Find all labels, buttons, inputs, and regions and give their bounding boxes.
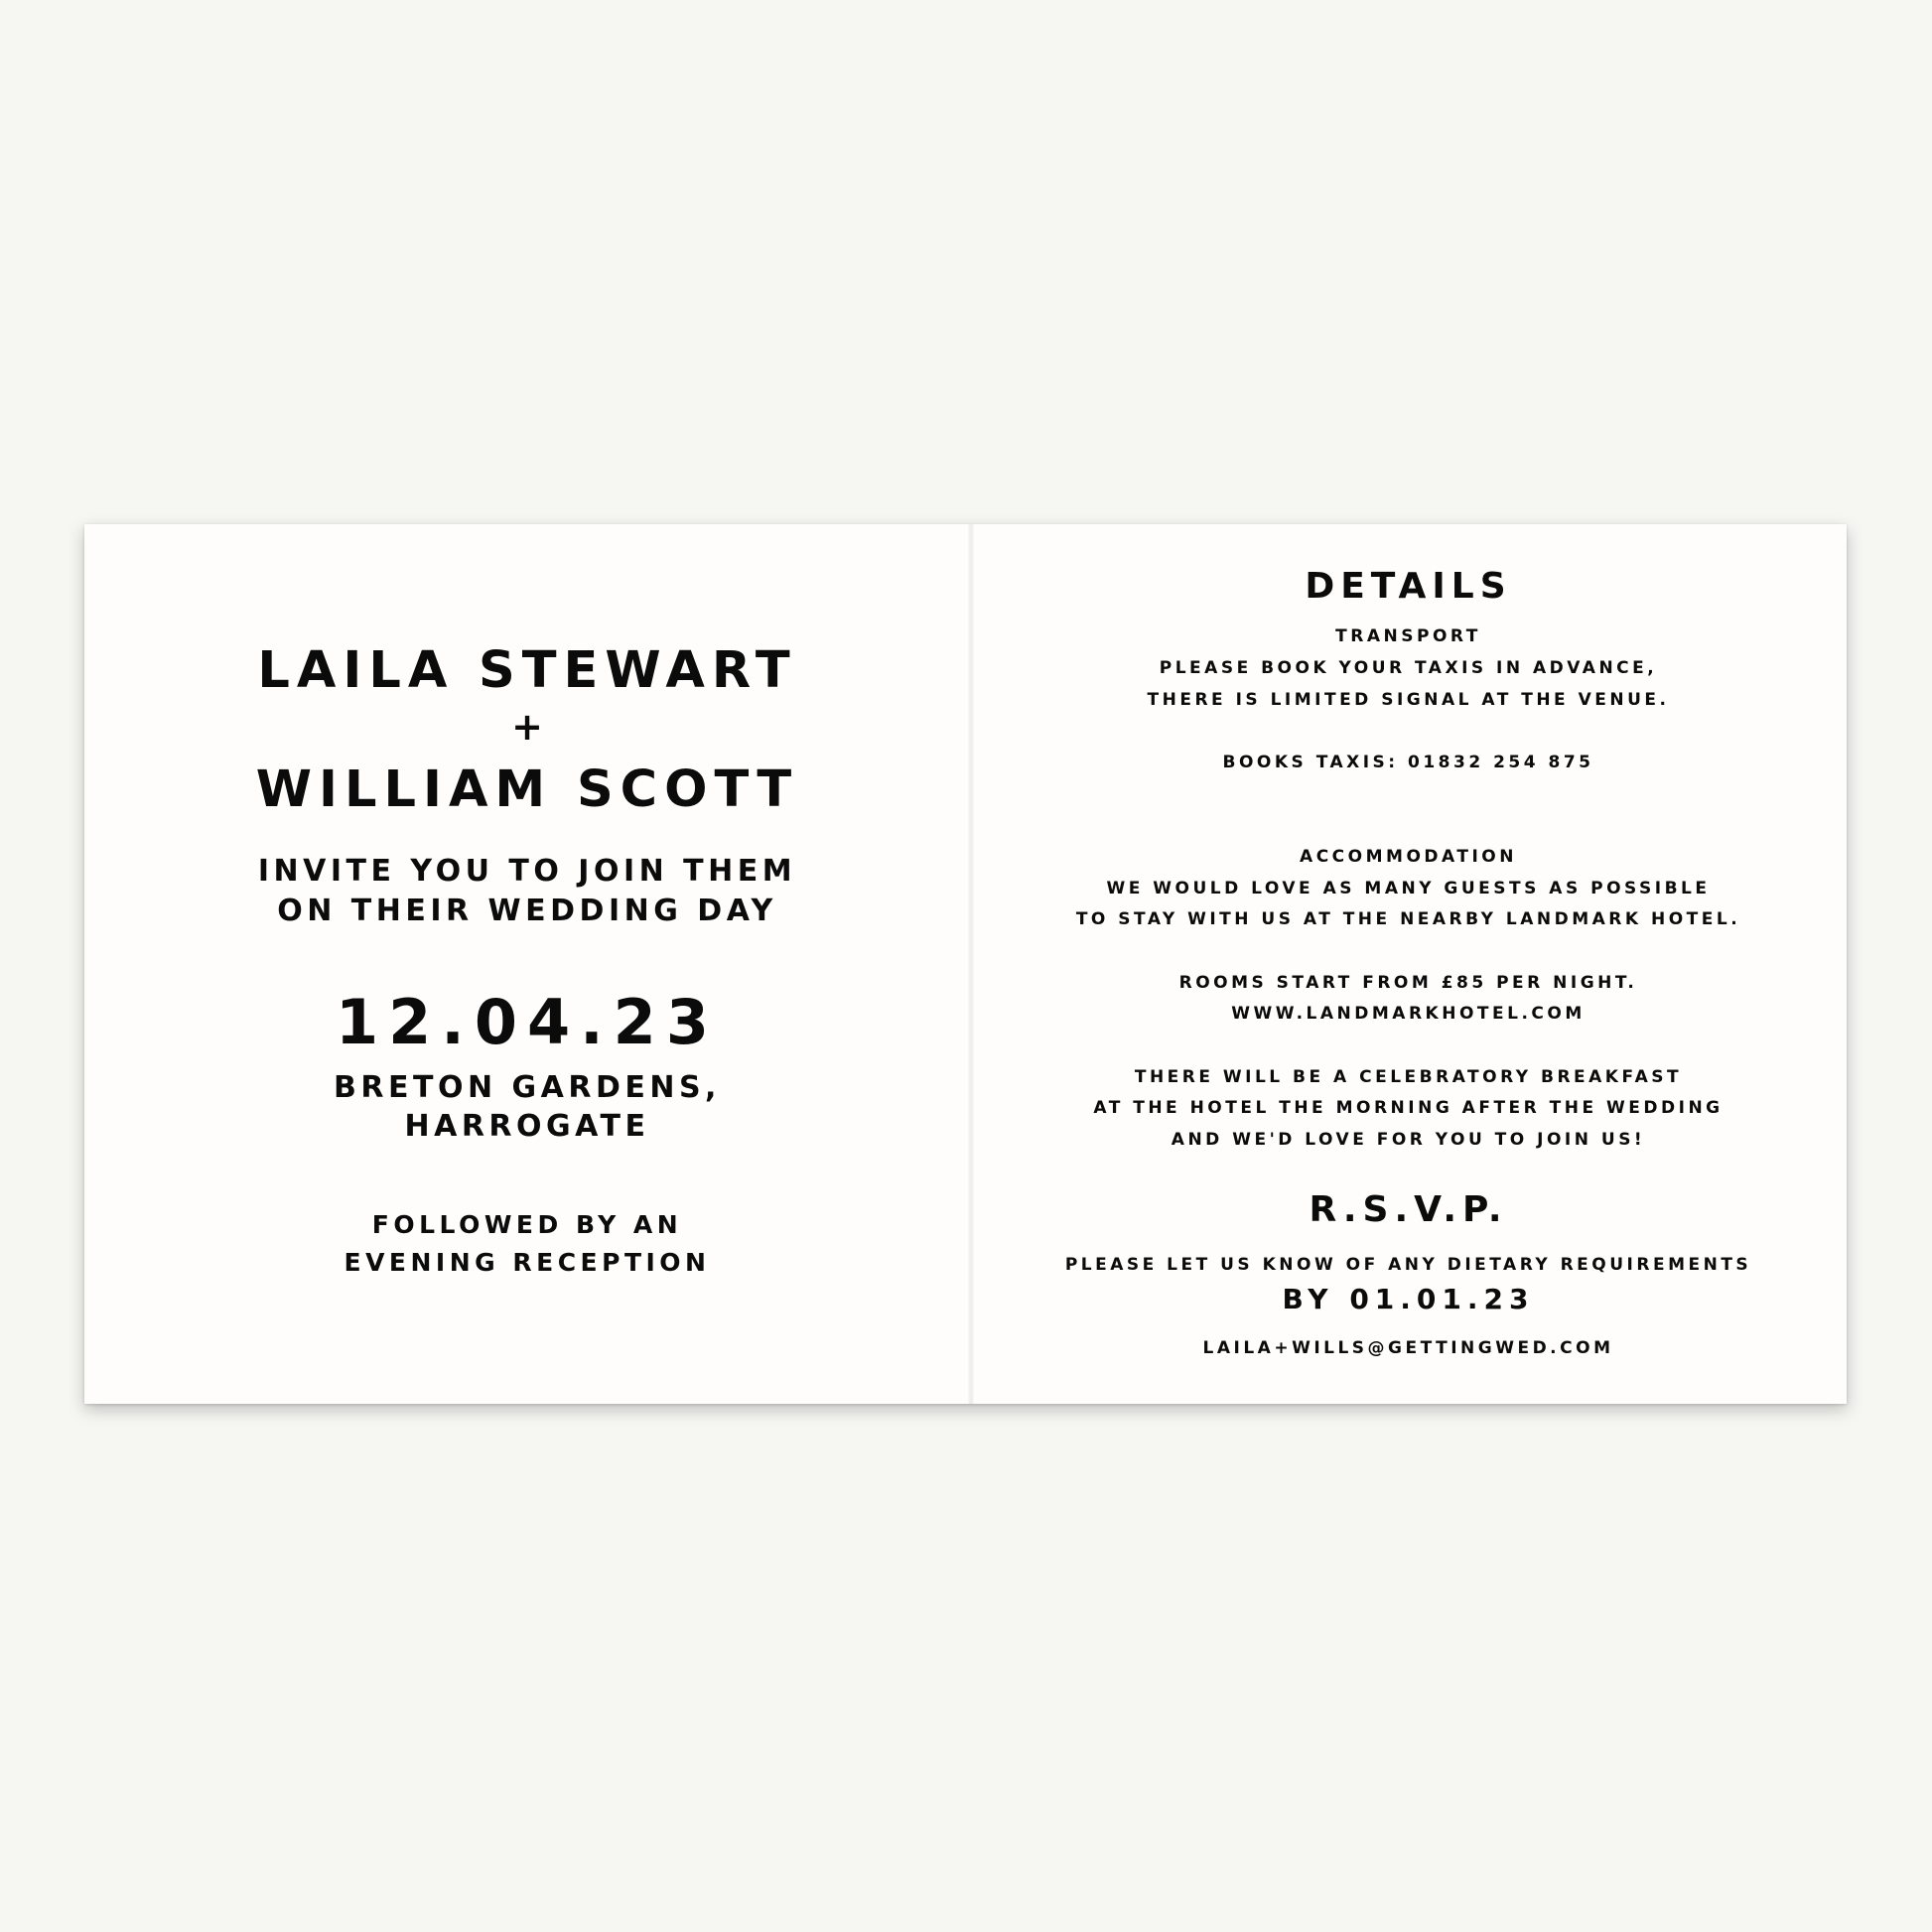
hotel-website: WWW.LANDMARKHOTEL.COM <box>1231 1004 1586 1024</box>
taxi-phone: BOOKS TAXIS: 01832 254 875 <box>1222 753 1594 772</box>
rsvp-email: LAILA+WILLS@GETTINGWED.COM <box>1202 1338 1614 1358</box>
invite-line-1: INVITE YOU TO JOIN THEM <box>257 854 797 889</box>
room-price: ROOMS START FROM £85 PER NIGHT. <box>1178 973 1638 993</box>
accommodation-line-2: TO STAY WITH US AT THE NEARBY LANDMARK HOTEL. <box>1075 909 1741 929</box>
breakfast-line-3: AND WE'D LOVE FOR YOU TO JOIN US! <box>1171 1130 1646 1150</box>
wedding-date: 12.04.23 <box>336 986 719 1058</box>
rsvp-note: PLEASE LET US KNOW OF ANY DIETARY REQUIREMENTS <box>1064 1255 1752 1275</box>
plus-sign: + <box>511 705 543 749</box>
transport-line-2: THERE IS LIMITED SIGNAL AT THE VENUE. <box>1147 690 1670 710</box>
venue-line-2: HARROGATE <box>404 1109 650 1144</box>
accommodation-title: ACCOMMODATION <box>1300 847 1517 867</box>
invitation-card <box>84 524 1847 1404</box>
transport-line-1: PLEASE BOOK YOUR TAXIS IN ADVANCE, <box>1159 658 1658 678</box>
breakfast-line-1: THERE WILL BE A CELEBRATORY BREAKFAST <box>1134 1067 1683 1087</box>
invite-line-2: ON THEIR WEDDING DAY <box>277 894 777 928</box>
rsvp-deadline: BY 01.01.23 <box>1282 1283 1535 1315</box>
reception-line-2: EVENING RECEPTION <box>344 1248 711 1277</box>
details-panel <box>970 524 1847 1404</box>
rsvp-heading: R.S.V.P. <box>1309 1189 1508 1230</box>
accommodation-line-1: WE WOULD LOVE AS MANY GUESTS AS POSSIBLE <box>1106 879 1711 898</box>
details-heading: DETAILS <box>1305 566 1512 607</box>
breakfast-line-2: AT THE HOTEL THE MORNING AFTER THE WEDDING <box>1093 1098 1724 1118</box>
venue-line-1: BRETON GARDENS, <box>334 1070 721 1105</box>
invitation-front-panel <box>84 524 970 1404</box>
couple-name-one: LAILA STEWART <box>257 641 797 700</box>
couple-name-two: WILLIAM SCOTT <box>255 760 799 819</box>
transport-title: TRANSPORT <box>1335 626 1481 646</box>
reception-line-1: FOLLOWED BY AN <box>371 1210 683 1239</box>
